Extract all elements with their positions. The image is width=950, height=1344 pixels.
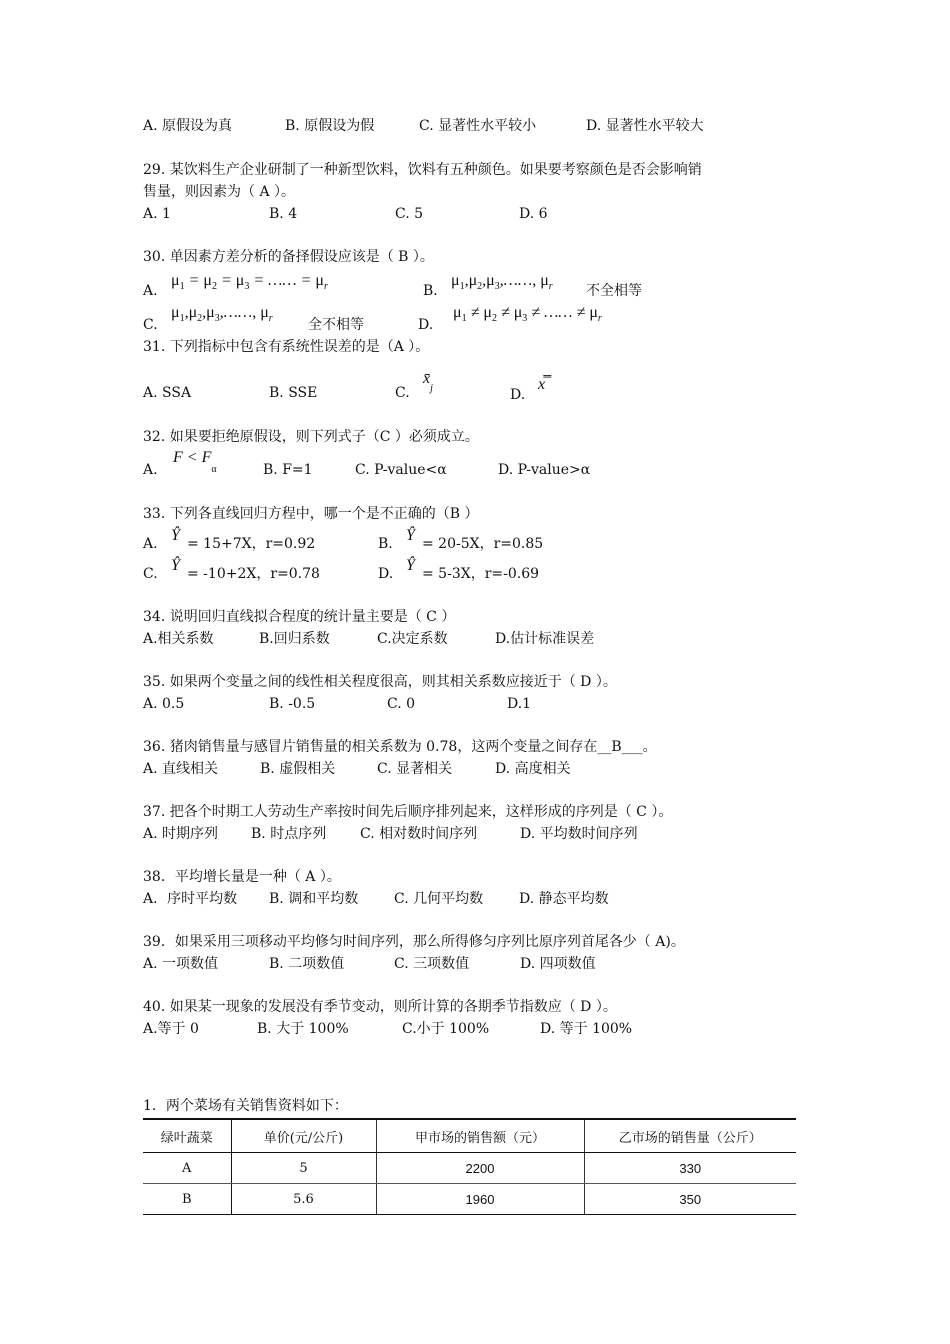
q33-option-d: = 5-3X，r=-0.69 — [422, 566, 540, 582]
y-hat-symbol: Ŷ — [406, 527, 415, 544]
q28-option-d: D. 显著性水平较大 — [586, 118, 704, 134]
q30-option-c-text: 全不相等 — [308, 317, 364, 333]
q36-option-c: C. 显著相关 — [377, 761, 453, 777]
q40-option-d: D. 等于 100% — [540, 1021, 633, 1037]
q35-option-a: A. 0.5 — [143, 696, 185, 712]
q29-stem-line1: 29. 某饮料生产企业研制了一种新型饮料，饮料有五种颜色。如果要考察颜色是否会影响销 — [143, 162, 702, 178]
q39-option-d: D. 四项数值 — [520, 956, 596, 972]
q35-stem: 35. 如果两个变量之间的线性相关程度很高，则其相关系数应接近于（ D ）。 — [143, 674, 617, 690]
q29-option-c: C. 5 — [395, 206, 424, 222]
table-cell: A — [143, 1153, 231, 1184]
q32-option-b: B. F=1 — [263, 462, 313, 478]
table-header-row — [143, 1119, 796, 1153]
q33-option-b-label: B. — [378, 536, 393, 552]
q34-option-d: D.估计标准误差 — [495, 631, 595, 647]
q32-option-a: A. — [143, 462, 158, 478]
q40-stem: 40. 如果某一现象的发展没有季节变动，则所计算的各期季节指数应（ D ）。 — [143, 999, 617, 1015]
table-header-cell: 甲市场的销售额（元） — [376, 1119, 584, 1153]
table-row — [143, 1184, 796, 1215]
q33-option-c: = -10+2X，r=0.78 — [187, 566, 320, 582]
q30-option-d-formula: $\mu_1 \ne \mu_2 \ne \mu_3$ ≠ …… ≠ $\mu_r$ — [453, 304, 602, 324]
q37-option-c: C. 相对数时间序列 — [360, 826, 478, 842]
q34-option-b: B.回归系数 — [259, 631, 330, 647]
q30-stem: 30. 单因素方差分析的备择假设应该是（ B ）。 — [143, 249, 434, 265]
q36-option-b: B. 虚假相关 — [260, 761, 336, 777]
q29-stem-line2: 售量，则因素为（ A ）。 — [143, 184, 296, 200]
table-cell: 330 — [584, 1153, 796, 1184]
q38-option-a: A．序时平均数 — [143, 891, 238, 907]
q31-option-b: B. SSE — [269, 385, 318, 401]
q36-option-d: D. 高度相关 — [495, 761, 571, 777]
q30-option-b-formula: $\mu_1,\mu_2,\mu_3,\dots\dots$, $\mu_r$ — [451, 272, 553, 292]
q31-stem: 31. 下列指标中包含有系统性误差的是（A ）。 — [143, 339, 430, 355]
q31-option-d-formula: x̿ — [538, 376, 546, 393]
q29-option-d: D. 6 — [519, 206, 548, 222]
q31-option-c: C. — [395, 385, 410, 401]
q30-option-b-text: 不全相等 — [586, 283, 642, 299]
q36-stem: 36. 猪肉销售量与感冒片销售量的相关系数为 0.78，这两个变量之间存在__B___。 — [143, 739, 657, 755]
q28-option-b: B. 原假设为假 — [285, 118, 375, 134]
table-header-cell: 绿叶蔬菜 — [143, 1119, 231, 1153]
table-cell: 1960 — [376, 1184, 584, 1215]
q29-option-a: A. 1 — [143, 206, 171, 222]
q34-option-c: C.决定系数 — [377, 631, 448, 647]
q38-option-d: D. 静态平均数 — [519, 891, 609, 907]
q31-option-c-formula: $x̄_j$ — [423, 370, 433, 394]
q38-option-c: C. 几何平均数 — [394, 891, 484, 907]
q36-option-a: A. 直线相关 — [143, 761, 219, 777]
q32-stem: 32. 如果要拒绝原假设，则下列式子（C ）必须成立。 — [143, 429, 479, 445]
q35-option-c: C. 0 — [387, 696, 416, 712]
table-cell: 350 — [584, 1184, 796, 1215]
q37-option-d: D. 平均数时间序列 — [520, 826, 638, 842]
q30-option-a-label: A. — [143, 283, 158, 299]
q39-stem: 39．如果采用三项移动平均修匀时间序列，那么所得修匀序列比原序列首尾各少（ A)。 — [143, 934, 685, 950]
q32-option-a-formula: $F < F_\alpha$ — [173, 449, 217, 475]
q40-option-c: C.小于 100% — [402, 1021, 490, 1037]
table-cell: 2200 — [376, 1153, 584, 1184]
q33-option-d-label: D. — [378, 566, 394, 582]
q32-option-d: D. P-value>α — [498, 462, 591, 478]
table-header-cell: 乙市场的销售量（公斤） — [584, 1119, 796, 1153]
q33-option-a: = 15+7X，r=0.92 — [187, 536, 316, 552]
q40-option-a: A.等于 0 — [143, 1021, 199, 1037]
table-header-cell: 单价(元/公斤) — [231, 1119, 376, 1153]
q28-option-a: A. 原假设为真 — [143, 118, 233, 134]
q30-option-c-formula: $\mu_1,\mu_2,\mu_3,\dots\dots$, $\mu_r$ — [171, 304, 273, 324]
q34-stem: 34. 说明回归直线拟合程度的统计量主要是（ C ） — [143, 609, 456, 625]
y-hat-symbol: Ŷ — [171, 557, 180, 574]
q30-option-b-label: B. — [423, 283, 438, 299]
q29-option-b: B. 4 — [269, 206, 298, 222]
section-title: 1．两个菜场有关销售资料如下： — [143, 1098, 348, 1114]
table-row — [143, 1153, 796, 1184]
q31-option-d: D. — [510, 387, 526, 403]
q38-option-b: B. 调和平均数 — [269, 891, 359, 907]
sales-table — [143, 1118, 796, 1215]
q37-option-b: B. 时点序列 — [251, 826, 327, 842]
q30-option-d-label: D. — [418, 317, 434, 333]
q33-option-c-label: C. — [143, 566, 158, 582]
table-cell: 5 — [231, 1153, 376, 1184]
q30-option-a-formula: $\mu_1 = \mu_2 = \mu_3$ = …… = $\mu_r$ — [171, 272, 328, 292]
y-hat-symbol: Ŷ — [171, 527, 180, 544]
table-cell: 5.6 — [231, 1184, 376, 1215]
q37-option-a: A. 时期序列 — [143, 826, 219, 842]
q40-option-b: B. 大于 100% — [257, 1021, 349, 1037]
q32-option-c: C. P-value<α — [355, 462, 447, 478]
q28-option-c: C. 显著性水平较小 — [419, 118, 537, 134]
q31-option-a: A. SSA — [143, 385, 192, 401]
q30-option-c-label: C. — [143, 317, 158, 333]
table-cell: B — [143, 1184, 231, 1215]
q37-stem: 37. 把各个时期工人劳动生产率按时间先后顺序排列起来，这样形成的序列是（ C ）。 — [143, 804, 673, 820]
q38-stem: 38．平均增长量是一种（ A ）。 — [143, 869, 341, 885]
y-hat-symbol: Ŷ — [406, 557, 415, 574]
q33-option-a-label: A. — [143, 536, 158, 552]
q35-option-d: D.1 — [507, 696, 532, 712]
q34-option-a: A.相关系数 — [143, 631, 214, 647]
q39-option-b: B. 二项数值 — [269, 956, 345, 972]
q33-stem: 33. 下列各直线回归方程中，哪一个是不正确的（B ） — [143, 506, 479, 522]
q39-option-c: C. 三项数值 — [394, 956, 470, 972]
q33-option-b: = 20-5X，r=0.85 — [422, 536, 544, 552]
q35-option-b: B. -0.5 — [269, 696, 316, 712]
q39-option-a: A. 一项数值 — [143, 956, 219, 972]
